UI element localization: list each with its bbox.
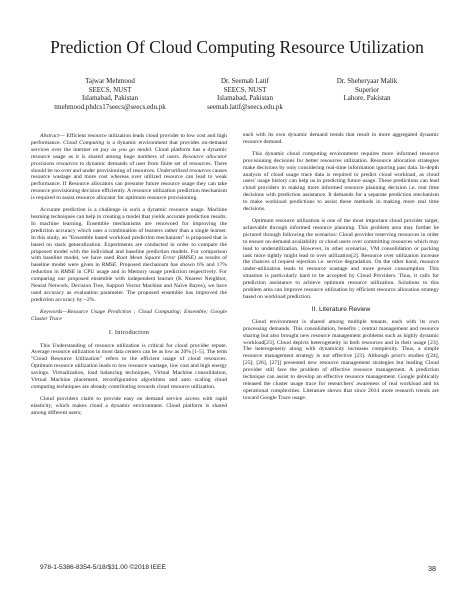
copyright-footer: 978-1-5386-8354-5/18/$31.00 ©2018 IEEE — [40, 564, 166, 571]
abstract-text: Accurate prediction is a challenge in such a dynamic resource usage. Machine learning techniques can help in creating a model that yields accurate prediction results. In machine learning, Ensemble mechanisms are renowned for improving the prediction accuracy which uses a combination of learners rather than a single learner. In this study, an "Ensemble based workload prediction mechanism" is proposed that is based on stack generalization. Experiments are conducted in order to compare the proposed model with the individual and baseline prediction models. For comparison with baseline model, we have used — [31, 207, 227, 262]
author-name: Dr. Seemab Latif — [220, 77, 269, 85]
author-affiliation: SEECS, NUST — [223, 85, 267, 94]
paper-title: Prediction Of Cloud Computing Resource Utilization — [50, 37, 424, 57]
body-paragraph: This Understanding of resource utilization is critical for cloud provider repute. Average resource utilization in most data centers can be as low as 20% [1-5]. The term "Cloud Resource Utilization" refers to the efficient usage of cloud resources. Optimum resource utilization leads to low resource wastage, low cost and high energy savings. Virtualization, load balancing techniques, Virtual Machine consolidation, Virtual Machine placement, reconfiguration algorithms and auto scaling cloud computing techniques are already contributing towards cloud resource utilization. — [31, 342, 227, 390]
author-email: seemab.latif@seecs.edu.pk — [207, 102, 283, 111]
abstract-text: as results of baseline model were given in — [31, 255, 228, 269]
page-number: 38 — [428, 564, 436, 573]
abstract-term: RMSE — [60, 269, 76, 276]
author-block-3 — [292, 77, 442, 103]
abstract-text: is a dynamic environment that provides on-demand services over the internet — [31, 139, 227, 153]
abstract-text: to dynamic demands of user from finite set of resources. There should be no over and under provisioning of resources. — [31, 160, 227, 174]
author-name: Tajwar Mehmood — [85, 77, 135, 85]
author-location: Islamabad, Pakistan — [217, 94, 273, 103]
abstract-label: Abstract — [40, 133, 60, 139]
body-paragraph: each with its own dynamic demand trends that result in more aggregated dynamic resource demand. — [243, 132, 439, 145]
abstract-text: causes resource wastage and more cost whereas over utilized resource can lead to weak performance. If Resource allocators can presume future resource usage they can take resource provisioning decision efficiently. A resource utilization prediction mechanism is required to assist resource allocator for optimum resource provisioning. — [31, 167, 227, 202]
author-email: tmehmood.phdcs17seecs@seecs.edu.pk — [54, 102, 166, 111]
right-column — [243, 132, 439, 407]
author-location: Lahore, Pakistan — [343, 94, 391, 103]
author-block-1 — [35, 77, 185, 111]
abstract-paragraph-2 — [31, 207, 227, 304]
author-name: Dr. Sheheryaar Malik — [336, 77, 398, 85]
left-column — [31, 133, 227, 422]
body-paragraph: This dynamic cloud computing environment requires more informed resource provisioning decisions for better resources utilization. Resource allocation strategies make decisions by only considering real-time information ignoring past data. In-depth analysis of cloud usage trace data is required to predict cloud workload, as cloud users' usage history can help us in predicting future usage. These predictions can lead cloud providers in making more informed resource planning decision i.e. real time decisions with prediction assistance. It demands for a separate prediction mechanism to make workload predictions to assist these methods in making more real time decisions. — [243, 150, 439, 213]
abstract-text: — Efficient resource utilization leads cloud provider to low cost and high performance. — [31, 133, 227, 146]
section-heading-literature-review: II. Literature Review — [311, 305, 371, 313]
abstract-term: Root Mean Square Error (RMSE) — [116, 255, 196, 262]
abstract-text: in CPU usage and in Memory usage prediction respectively. For comparing our proposed ensemble with independent learner (K Nearest Neighbor, Neural Network, Decision Tree, Support Vector Machine and Naïve Bayes), we have used accuracy as evaluation parameter. The proposed ensemble has improved the prediction accuracy by ~2%. — [31, 269, 227, 303]
keywords: Keywords—Resource Usage Prediction ; Cloud Computing; Ensemble; Google Cluster Trace — [31, 308, 227, 322]
abstract-paragraph — [31, 133, 227, 202]
abstract-text: Cloud platform has a dynamic resource usage as it is shared among huge numbers of users. — [31, 146, 227, 160]
abstract-term: on pay as you go model. — [92, 146, 153, 153]
abstract-term: RMSE. — [101, 262, 118, 269]
body-paragraph: Cloud providers claim to provide easy on demand service access with rapid elasticity, which makes cloud a dynamic environment. Cloud platform is shared among different users; — [31, 395, 227, 416]
section-heading-introduction: I. Introduction — [108, 328, 150, 336]
author-affiliation: SEECS, NUST — [88, 85, 132, 94]
author-affiliation: Superior — [354, 85, 380, 94]
abstract-term: Cloud Computing — [63, 139, 105, 146]
body-paragraph: Optimum resource utilization is one of the most important cloud provider target, achievable through informed resource planning. This problem area may further be pictured through following the scenarios: Cloud provider reserving resources in order to ensure on-demand availability or cloud users over committing resources which may lead to underutilization. However, in other scenarios, VM consolidation or packing task more tightly might lead to over utilization[2]. Resource over utilization increase the chances of request rejection i.e. service degradation. On the other hand, resource under-utilization leads to resource wastage and more power consumption. This situation is particularly hard to be accepted by Cloud Providers. Thus, it calls for prediction assistance to achieve optimum resource utilization. Solutions to this problem area can improve resource utilization by efficient resource allocation strategy based on workload prediction. — [243, 217, 439, 300]
body-paragraph: Cloud environment is shared among multiple tenants, each with its own processing demands. This consolidation, benefits ; central management and resource sharing but also brought new resource management problems such as highly dynamic workload[23]. Cloud depicts heterogeneity in both resources and in their usage [23]. The heterogeneity along with dynamicity increases complexity. Thus, a simple resource management strategy is not effective [23]. Although prior's studies ([24], [25], [26], [27]] presented new resource management strategies but leading Cloud provider still face the problem of effective resource management. A prediction technique can assist to develop an effective resource management. Google publically released the cluster usage trace for researchers' awareness of real workload and its operational complexities. Literature shows that since 2014 more research trends are toward Google Trace usage. — [243, 318, 439, 401]
abstract-term: Resource allocator provisions resources — [31, 153, 227, 167]
abstract-term: Underutilized resources — [156, 167, 211, 174]
author-location: Islamabad, Pakistan — [82, 94, 138, 103]
abstract-text: Proposed mechanism has shown 6% and 17% reduction in — [31, 262, 227, 276]
